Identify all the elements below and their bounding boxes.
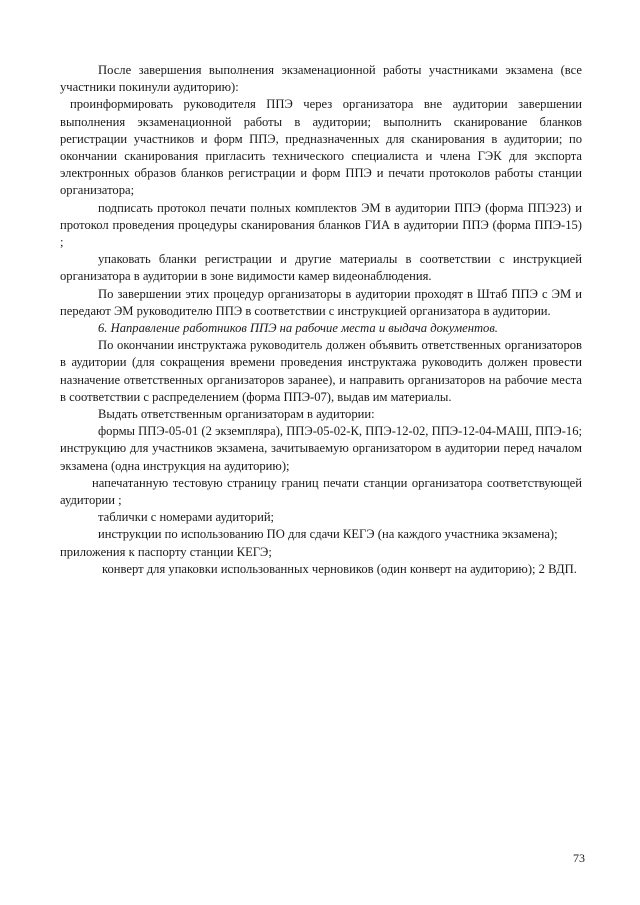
paragraph-sign-protocols: подписать протокол печати полных комплектов ЭМ в аудитории ППЭ (форма ППЭ23) и протокол проведения процедуры сканирования бланков ГИА в аудитории ППЭ (форма ППЭ-15) ; (60, 200, 582, 250)
list-item-software-instructions: инструкции по использованию ПО для сдачи КЕГЭ (на каждого участника экзамена); приложения к паспорту станции КЕГЭ; (60, 527, 558, 559)
list-item-room-signs: таблички с номерами аудиторий; (98, 510, 275, 525)
page-number: 73 (573, 851, 585, 865)
paragraph-after-procedures: По завершении этих процедур организаторы в аудитории проходят в Штаб ППЭ с ЭМ и передают ЭМ руководителю ППЭ в соответствии с инструкцией организатора в аудитории. (60, 286, 582, 318)
document-body (60, 62, 582, 578)
list-item-test-page: напечатанную тестовую страницу границ печати станции организатора соответствующей аудитории ; (60, 475, 582, 508)
list-item-forms: формы ППЭ-05-01 (2 экземпляра), ППЭ-05-02-К, ППЭ-12-02, ППЭ-12-04-МАШ, ППЭ-16; инструкцию для участников экзамена, зачитываемую организатором в аудитории перед началом экзамена (одна инструкция на аудиторию); (60, 424, 582, 473)
section-heading-6: 6. Направление работников ППЭ на рабочие места и выдача документов. (98, 321, 498, 336)
paragraph-intro: После завершения выполнения экзаменационной работы участниками экзамена (все участники покинули аудиторию): (60, 63, 582, 95)
paragraph-pack-forms: упаковать бланки регистрации и другие материалы в соответствии с инструкцией организатора в аудитории в зоне видимости камер видеонаблюдения. (60, 252, 582, 284)
paragraph-issue-materials: Выдать ответственным организаторам в аудитории: (98, 407, 375, 422)
list-item-envelope: конверт для упаковки использованных черновиков (один конверт на аудиторию); 2 ВДП. (102, 561, 577, 576)
paragraph-inform-manager: проинформировать руководителя ППЭ через организатора вне аудитории завершении выполнения экзаменационной работы в аудитории; выполнить сканирование бланков регистрации участников и форм ППЭ, предназначенных для сканирования в аудитории; по окончании сканирования пригласить технического специалиста и члена ГЭК для экспорта электронных образов бланков регистрации и форм ППЭ и печати протоколов работы станции организатора; (60, 97, 582, 198)
paragraph-after-briefing: По окончании инструктажа руководитель должен объявить ответственных организаторов в аудитории (для сокращения времени проведения инструктажа руководить должен провести назначение ответственных организаторов заранее), и направить организаторов на рабочие места в соответствии с распределением (форма ППЭ-07), выдав им материалы. (60, 338, 582, 404)
